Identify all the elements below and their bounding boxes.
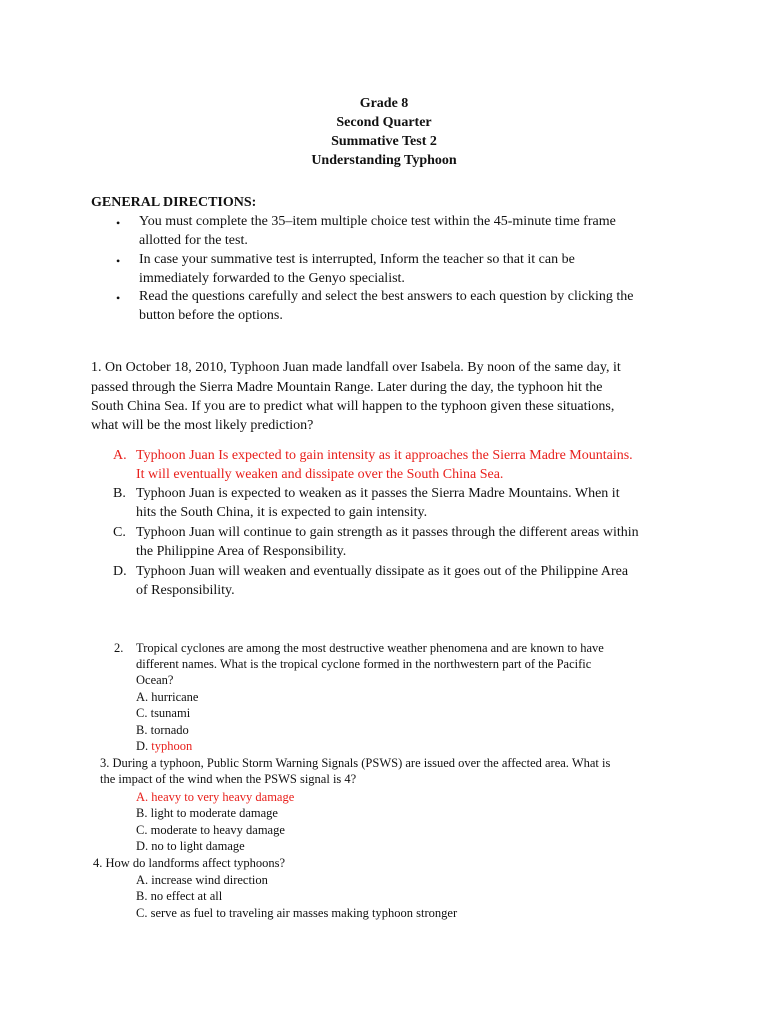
bullet-icon: • bbox=[116, 254, 121, 268]
question-2-stem-line-1: Tropical cyclones are among the most destructive weather phenomena and are known to have bbox=[136, 641, 604, 655]
option-text: hurricane bbox=[151, 690, 199, 704]
option-letter: C. bbox=[136, 823, 148, 837]
question-1-option-b-line-2[interactable]: hits the South China, it is expected to gain intensity. bbox=[136, 505, 428, 520]
quarter-title: Second Quarter bbox=[336, 115, 432, 130]
test-title: Summative Test 2 bbox=[331, 134, 437, 149]
option-text: no effect at all bbox=[150, 889, 223, 903]
question-3-stem-line-2: the impact of the wind when the PSWS signal is 4? bbox=[100, 772, 357, 786]
grade-title: Grade 8 bbox=[359, 96, 409, 111]
question-1-option-c-line-2[interactable]: the Philippine Area of Responsibility. bbox=[136, 544, 347, 559]
question-4-option-b[interactable] bbox=[136, 889, 222, 904]
question-1-option-d-line-2[interactable]: of Responsibility. bbox=[136, 583, 235, 598]
bullet-icon: • bbox=[116, 291, 121, 305]
option-letter: C. bbox=[136, 906, 148, 920]
question-1-option-c-letter[interactable]: C. bbox=[113, 525, 126, 540]
option-text: tsunami bbox=[150, 706, 191, 720]
question-2-option-d[interactable] bbox=[136, 739, 192, 754]
question-3-option-d[interactable] bbox=[136, 839, 245, 854]
option-text: heavy to very heavy damage bbox=[151, 790, 295, 804]
question-2-option-b[interactable] bbox=[136, 723, 189, 738]
option-letter: C. bbox=[136, 706, 148, 720]
option-letter: A. bbox=[136, 690, 149, 704]
direction-3-line-1: Read the questions carefully and select the best answers to each question by clicking the bbox=[139, 289, 634, 304]
test-header bbox=[0, 94, 768, 170]
question-2-stem-line-2: different names. What is the tropical cyclone formed in the northwestern part of the Pacific bbox=[136, 657, 592, 671]
question-1-option-a-letter[interactable]: A. bbox=[113, 448, 127, 463]
question-3-option-c[interactable] bbox=[136, 823, 285, 838]
question-1-option-d-line-1[interactable]: Typhoon Juan will weaken and eventually dissipate as it goes out of the Philippine Area bbox=[136, 564, 629, 579]
option-letter: B. bbox=[136, 806, 148, 820]
question-2-number: 2. bbox=[114, 641, 124, 655]
question-1-stem-line-3: South China Sea. If you are to predict what will happen to the typhoon given these situations, bbox=[91, 399, 615, 414]
option-text: light to moderate damage bbox=[150, 806, 278, 820]
question-2-option-c[interactable] bbox=[136, 706, 190, 721]
direction-2-line-1: In case your summative test is interrupted, Inform the teacher so that it can be bbox=[139, 252, 575, 267]
option-letter: A. bbox=[136, 790, 149, 804]
option-text: moderate to heavy damage bbox=[150, 823, 285, 837]
direction-3-line-2: button before the options. bbox=[139, 308, 283, 323]
question-1-stem-line-2: passed through the Sierra Madre Mountain Range. Later during the day, the typhoon hit the bbox=[91, 380, 603, 395]
option-text: tornado bbox=[150, 723, 189, 737]
question-1-option-b-letter[interactable]: B. bbox=[113, 486, 126, 501]
question-2-option-a[interactable] bbox=[136, 690, 198, 705]
option-letter: D. bbox=[136, 739, 149, 753]
question-3-stem-line-1: 3. During a typhoon, Public Storm Warning Signals (PSWS) are issued over the affected area. What is bbox=[100, 756, 611, 770]
option-letter: B. bbox=[136, 889, 148, 903]
question-1-stem-line-1: 1. On October 18, 2010, Typhoon Juan made landfall over Isabela. By noon of the same day, it bbox=[91, 360, 621, 375]
direction-1-line-2: allotted for the test. bbox=[139, 233, 248, 248]
question-4-stem: 4. How do landforms affect typhoons? bbox=[93, 856, 286, 870]
question-1-option-d-letter[interactable]: D. bbox=[113, 564, 127, 579]
option-text: serve as fuel to traveling air masses making typhoon stronger bbox=[150, 906, 458, 920]
option-text: typhoon bbox=[151, 739, 193, 753]
option-letter: D. bbox=[136, 839, 149, 853]
question-1-option-c-line-1[interactable]: Typhoon Juan will continue to gain strength as it passes through the different areas within bbox=[136, 525, 639, 540]
directions-heading: GENERAL DIRECTIONS: bbox=[91, 195, 257, 210]
topic-title: Understanding Typhoon bbox=[311, 153, 457, 168]
option-text: increase wind direction bbox=[151, 873, 268, 887]
question-3-option-b[interactable] bbox=[136, 806, 278, 821]
question-3-option-a[interactable] bbox=[136, 790, 294, 805]
question-2-stem-line-3: Ocean? bbox=[136, 673, 174, 687]
question-1-option-b-line-1[interactable]: Typhoon Juan is expected to weaken as it passes the Sierra Madre Mountains. When it bbox=[136, 486, 620, 501]
bullet-icon: • bbox=[116, 216, 121, 230]
option-letter: A. bbox=[136, 873, 149, 887]
question-1-stem-line-4: what will be the most likely prediction? bbox=[91, 418, 314, 433]
question-1-option-a-line-1[interactable]: Typhoon Juan Is expected to gain intensity as it approaches the Sierra Madre Mountains. bbox=[136, 448, 633, 463]
question-1-option-a-line-2[interactable]: It will eventually weaken and dissipate over the South China Sea. bbox=[136, 467, 504, 482]
option-text: no to light damage bbox=[151, 839, 245, 853]
option-letter: B. bbox=[136, 723, 148, 737]
direction-1-line-1: You must complete the 35–item multiple choice test within the 45-minute time frame bbox=[139, 214, 616, 229]
direction-2-line-2: immediately forwarded to the Genyo specialist. bbox=[139, 271, 405, 286]
question-4-option-c[interactable] bbox=[136, 906, 457, 921]
question-4-option-a[interactable] bbox=[136, 873, 268, 888]
